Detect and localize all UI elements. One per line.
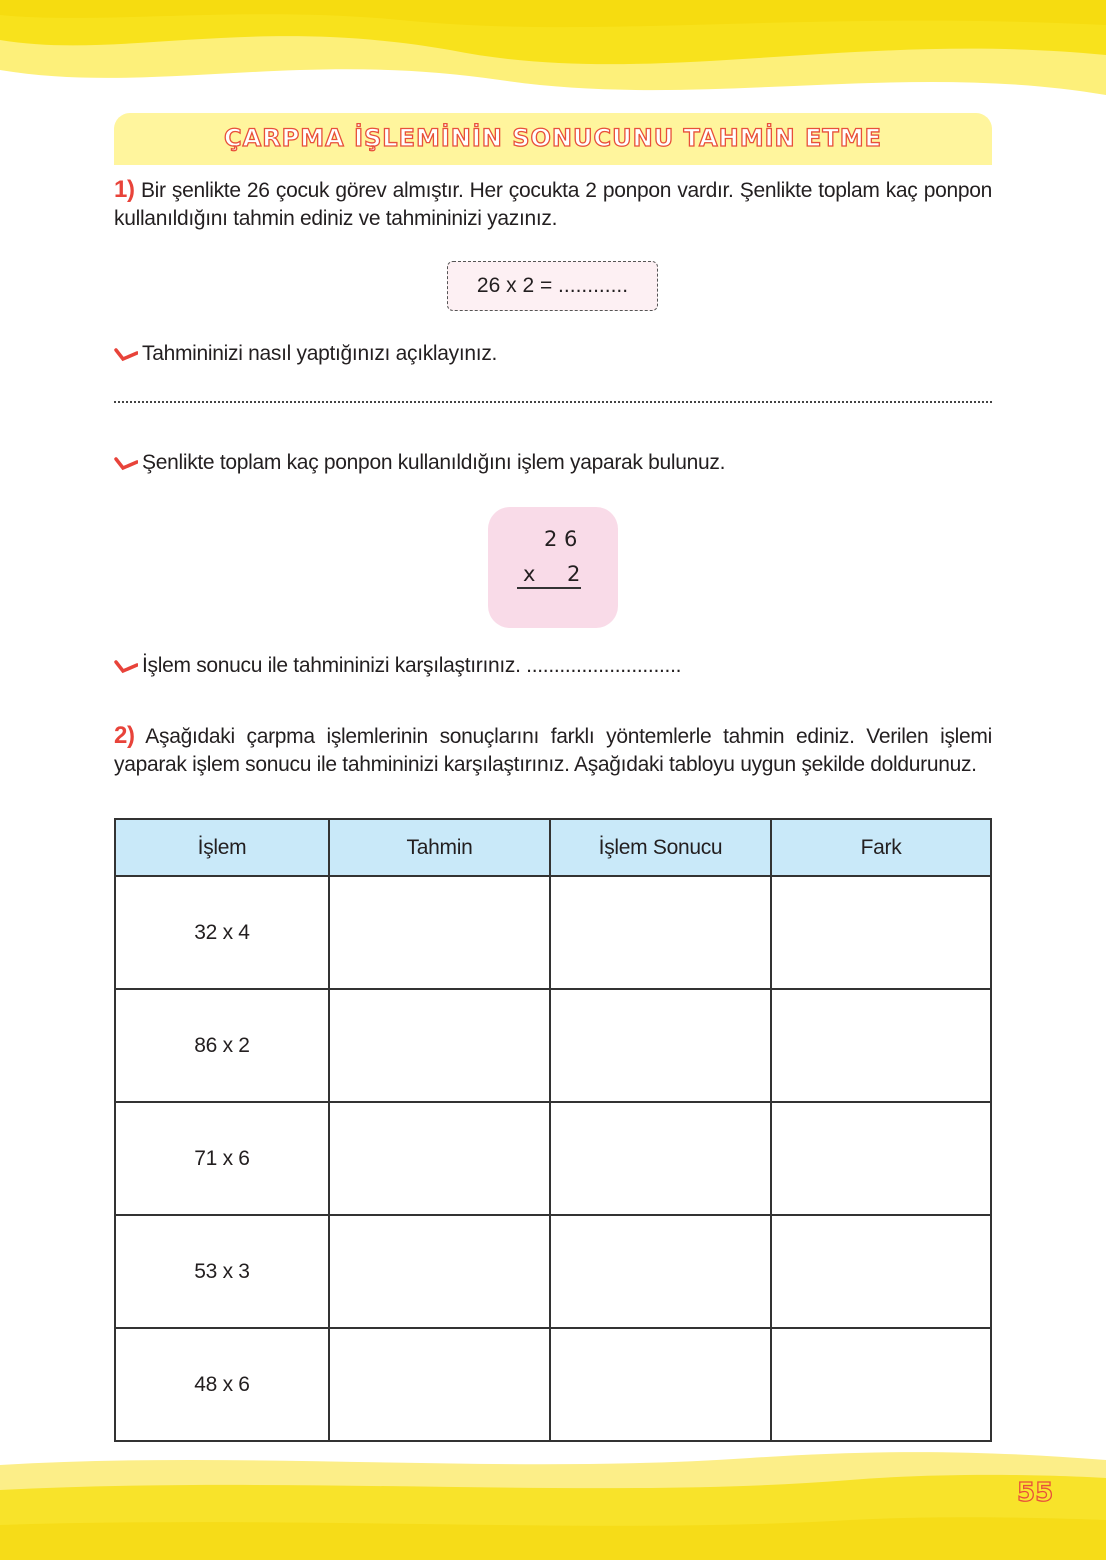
question-2 [114,722,992,779]
bullet-text: Tahmininizi nasıl yaptığınızı açıklayınız. [142,342,498,365]
question-1 [114,176,992,233]
table-row [115,876,991,989]
result-cell[interactable] [550,1102,771,1215]
multiplication-box [488,507,618,628]
header-tahmin: Tahmin [329,819,550,876]
difference-cell[interactable] [771,989,991,1102]
estimation-table [114,818,992,1442]
bottom-wave-decoration [0,1440,1106,1560]
estimate-cell[interactable] [329,1215,550,1328]
page-number: 55 [1017,1478,1054,1508]
estimate-cell[interactable] [329,989,550,1102]
estimate-equation-box: 26 x 2 = ............ [447,261,658,311]
question-text: Bir şenlikte 26 çocuk görev almıştır. Her çocukta 2 ponpon vardır. Şenlikte toplam kaç ponpon kullanıldığını tahmin ediniz ve tahmininizi yazınız. [114,179,992,230]
estimate-cell[interactable] [329,1102,550,1215]
multiplier: 2 [567,562,581,586]
question-number: 1) [114,176,135,203]
operation-cell: 71 x 6 [115,1102,329,1215]
answer-line[interactable] [114,401,992,403]
result-cell[interactable] [550,876,771,989]
result-cell[interactable] [550,1215,771,1328]
check-icon [114,658,138,674]
operation-cell: 48 x 6 [115,1328,329,1441]
result-line [517,587,581,589]
table-header-row [115,819,991,876]
table-row [115,1328,991,1441]
table-row [115,1102,991,1215]
header-islem: İşlem [115,819,329,876]
header-islem-sonucu: İşlem Sonucu [550,819,771,876]
bullet-calculate [114,449,725,477]
title-banner [114,113,992,165]
difference-cell[interactable] [771,1328,991,1441]
question-number: 2) [114,722,135,749]
page-title: ÇARPMA İŞLEMİNİN SONUCUNU TAHMİN ETME [224,124,882,152]
question-text: Aşağıdaki çarpma işlemlerinin sonuçlarını farklı yöntemlerle tahmin ediniz. Verilen işlemi yaparak işlem sonucu ile tahmininizi karşılaştırınız. Aşağıdaki tabloyu uygun şekilde doldurunuz. [114,725,992,776]
estimate-cell[interactable] [329,876,550,989]
multiplicand: 2 6 [544,527,578,551]
bullet-explain [114,340,497,368]
bullet-compare [114,652,681,680]
table-row [115,989,991,1102]
table-row [115,1215,991,1328]
operation-cell: 53 x 3 [115,1215,329,1328]
header-fark: Fark [771,819,991,876]
check-icon [114,346,138,362]
check-icon [114,455,138,471]
multiply-sign: x [523,562,536,586]
result-cell[interactable] [550,1328,771,1441]
bullet-text: İşlem sonucu ile tahmininizi karşılaştırınız. ............................ [142,654,682,677]
top-wave-decoration [0,0,1106,110]
result-cell[interactable] [550,989,771,1102]
operation-cell: 32 x 4 [115,876,329,989]
estimate-cell[interactable] [329,1328,550,1441]
difference-cell[interactable] [771,1102,991,1215]
difference-cell[interactable] [771,876,991,989]
bullet-text: Şenlikte toplam kaç ponpon kullanıldığını işlem yaparak bulunuz. [142,451,726,474]
difference-cell[interactable] [771,1215,991,1328]
operation-cell: 86 x 2 [115,989,329,1102]
